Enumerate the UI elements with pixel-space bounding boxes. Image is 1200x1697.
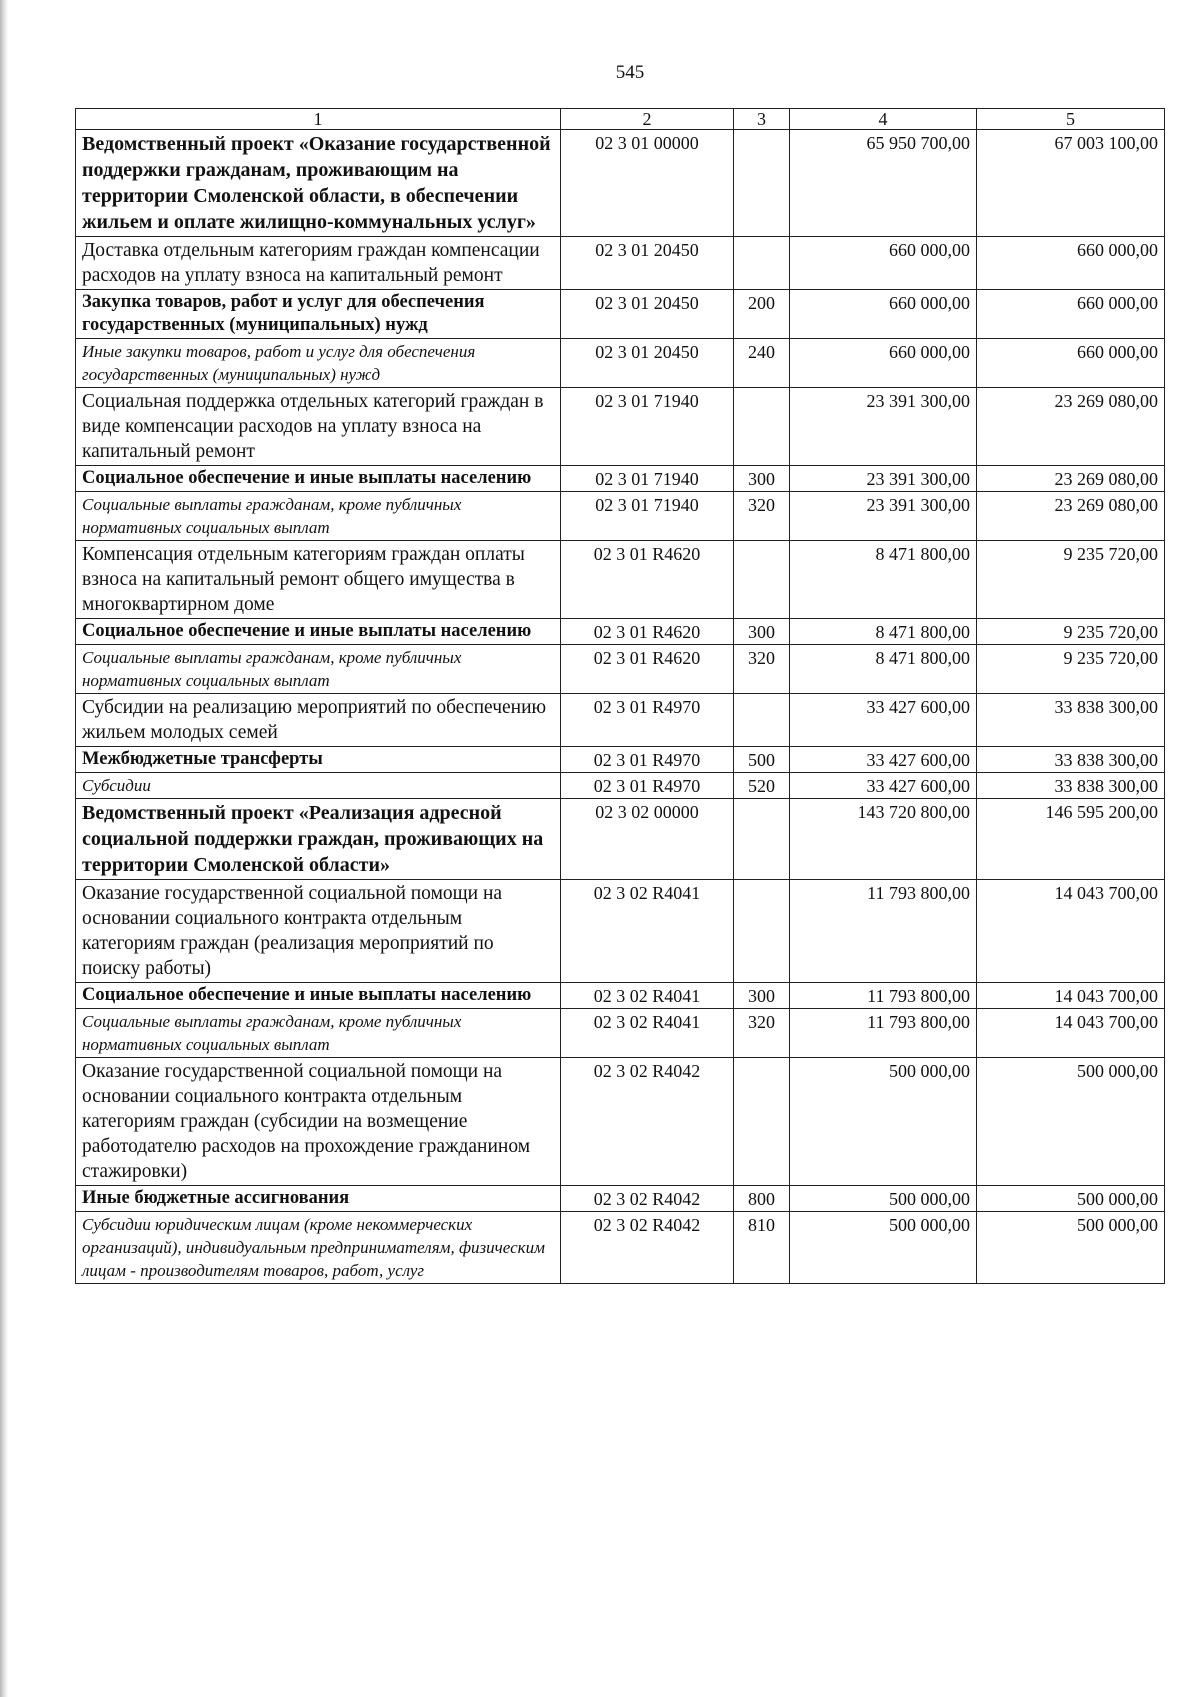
row-name: Иные бюджетные ассигнования	[76, 1186, 561, 1212]
row-expense-type: 300	[734, 466, 790, 492]
row-sum-year2: 500 000,00	[977, 1058, 1165, 1186]
table-row	[76, 1212, 1165, 1284]
header-col-3: 3	[734, 109, 790, 130]
row-expense-type	[734, 799, 790, 880]
row-code: 02 3 02 R4042	[561, 1186, 734, 1212]
table-row	[76, 1058, 1165, 1186]
row-sum-year1: 11 793 800,00	[790, 1009, 977, 1058]
row-sum-year2: 660 000,00	[977, 237, 1165, 290]
row-sum-year1: 8 471 800,00	[790, 645, 977, 694]
row-sum-year1: 660 000,00	[790, 339, 977, 388]
row-code: 02 3 01 20450	[561, 339, 734, 388]
row-name: Субсидии на реализацию мероприятий по обеспечению жильем молодых семей	[76, 694, 561, 747]
row-code: 02 3 01 20450	[561, 290, 734, 339]
row-sum-year1: 660 000,00	[790, 237, 977, 290]
row-code: 02 3 01 R4970	[561, 773, 734, 799]
row-sum-year2: 67 003 100,00	[977, 130, 1165, 237]
table-row	[76, 880, 1165, 983]
row-expense-type	[734, 388, 790, 466]
header-col-1: 1	[76, 109, 561, 130]
row-expense-type	[734, 1058, 790, 1186]
row-sum-year1: 11 793 800,00	[790, 983, 977, 1009]
row-expense-type: 300	[734, 619, 790, 645]
row-name: Компенсация отдельным категориям граждан оплаты взноса на капитальный ремонт общего имущества в многоквартирном доме	[76, 541, 561, 619]
row-name: Ведомственный проект «Реализация адресной социальной поддержки граждан, проживающих на территории Смоленской области»	[76, 799, 561, 880]
table-row	[76, 290, 1165, 339]
row-expense-type	[734, 237, 790, 290]
row-sum-year1: 500 000,00	[790, 1058, 977, 1186]
row-expense-type: 800	[734, 1186, 790, 1212]
table-row	[76, 645, 1165, 694]
row-expense-type: 320	[734, 1009, 790, 1058]
row-expense-type: 240	[734, 339, 790, 388]
row-expense-type: 320	[734, 492, 790, 541]
row-sum-year2: 14 043 700,00	[977, 983, 1165, 1009]
table-row	[76, 1186, 1165, 1212]
row-name: Иные закупки товаров, работ и услуг для обеспечения государственных (муниципальных) нужд	[76, 339, 561, 388]
table-row	[76, 747, 1165, 773]
row-code: 02 3 01 R4620	[561, 619, 734, 645]
row-sum-year1: 33 427 600,00	[790, 773, 977, 799]
header-row	[76, 109, 1165, 130]
row-code: 02 3 02 R4042	[561, 1058, 734, 1186]
row-sum-year1: 500 000,00	[790, 1186, 977, 1212]
row-expense-type	[734, 130, 790, 237]
row-sum-year2: 33 838 300,00	[977, 747, 1165, 773]
table-row	[76, 388, 1165, 466]
row-name: Оказание государственной социальной помощи на основании социального контракта отдельным категориям граждан (реализация мероприятий по поиску работы)	[76, 880, 561, 983]
row-sum-year1: 11 793 800,00	[790, 880, 977, 983]
row-name: Межбюджетные трансферты	[76, 747, 561, 773]
row-sum-year2: 9 235 720,00	[977, 645, 1165, 694]
row-name: Социальные выплаты гражданам, кроме публичных нормативных социальных выплат	[76, 1009, 561, 1058]
row-sum-year2: 23 269 080,00	[977, 388, 1165, 466]
row-sum-year2: 23 269 080,00	[977, 492, 1165, 541]
row-name: Доставка отдельным категориям граждан компенсации расходов на уплату взноса на капитальный ремонт	[76, 237, 561, 290]
row-code: 02 3 01 R4970	[561, 694, 734, 747]
row-name: Социальное обеспечение и иные выплаты населению	[76, 466, 561, 492]
row-expense-type	[734, 541, 790, 619]
row-sum-year1: 660 000,00	[790, 290, 977, 339]
row-sum-year2: 9 235 720,00	[977, 619, 1165, 645]
row-sum-year2: 33 838 300,00	[977, 694, 1165, 747]
row-name: Субсидии юридическим лицам (кроме некоммерческих организаций), индивидуальным предпринимателям, физическим лицам - производителям товаров, работ, услуг	[76, 1212, 561, 1284]
row-sum-year1: 23 391 300,00	[790, 388, 977, 466]
table-row	[76, 492, 1165, 541]
row-code: 02 3 01 00000	[561, 130, 734, 237]
header-col-2: 2	[561, 109, 734, 130]
row-expense-type	[734, 880, 790, 983]
row-expense-type: 320	[734, 645, 790, 694]
row-code: 02 3 02 R4041	[561, 1009, 734, 1058]
row-code: 02 3 02 00000	[561, 799, 734, 880]
page-number: 545	[615, 62, 645, 83]
table-row	[76, 983, 1165, 1009]
row-sum-year2: 9 235 720,00	[977, 541, 1165, 619]
row-code: 02 3 01 R4970	[561, 747, 734, 773]
row-expense-type: 200	[734, 290, 790, 339]
row-code: 02 3 01 71940	[561, 388, 734, 466]
row-name: Оказание государственной социальной помощи на основании социального контракта отдельным категориям граждан (субсидии на возмещение работодателю расходов на прохождение гражданином стажировки)	[76, 1058, 561, 1186]
row-expense-type	[734, 694, 790, 747]
header-col-5: 5	[977, 109, 1165, 130]
row-name: Социальное обеспечение и иные выплаты населению	[76, 983, 561, 1009]
table-row	[76, 541, 1165, 619]
header-col-4: 4	[790, 109, 977, 130]
table-row	[76, 694, 1165, 747]
row-sum-year2: 146 595 200,00	[977, 799, 1165, 880]
row-code: 02 3 01 71940	[561, 492, 734, 541]
row-code: 02 3 02 R4041	[561, 983, 734, 1009]
row-code: 02 3 01 71940	[561, 466, 734, 492]
row-sum-year2: 500 000,00	[977, 1186, 1165, 1212]
table-row	[76, 237, 1165, 290]
row-name: Закупка товаров, работ и услуг для обеспечения государственных (муниципальных) нужд	[76, 290, 561, 339]
row-sum-year1: 23 391 300,00	[790, 466, 977, 492]
row-name: Ведомственный проект «Оказание государственной поддержки гражданам, проживающим на территории Смоленской области, в обеспечении жильем и оплате жилищно-коммунальных услуг»	[76, 130, 561, 237]
row-sum-year2: 23 269 080,00	[977, 466, 1165, 492]
row-name: Социальное обеспечение и иные выплаты населению	[76, 619, 561, 645]
table-body	[76, 130, 1165, 1284]
budget-table	[75, 108, 1165, 1284]
row-sum-year1: 65 950 700,00	[790, 130, 977, 237]
row-code: 02 3 01 R4620	[561, 645, 734, 694]
row-code: 02 3 01 R4620	[561, 541, 734, 619]
table-row	[76, 799, 1165, 880]
row-code: 02 3 01 20450	[561, 237, 734, 290]
row-sum-year1: 33 427 600,00	[790, 694, 977, 747]
table-row	[76, 339, 1165, 388]
row-sum-year1: 23 391 300,00	[790, 492, 977, 541]
row-sum-year2: 14 043 700,00	[977, 1009, 1165, 1058]
row-sum-year2: 660 000,00	[977, 290, 1165, 339]
row-sum-year1: 8 471 800,00	[790, 619, 977, 645]
table-row	[76, 773, 1165, 799]
row-sum-year1: 500 000,00	[790, 1212, 977, 1284]
row-expense-type: 520	[734, 773, 790, 799]
row-sum-year2: 500 000,00	[977, 1212, 1165, 1284]
row-expense-type: 500	[734, 747, 790, 773]
scan-edge	[0, 0, 8, 1697]
row-sum-year1: 33 427 600,00	[790, 747, 977, 773]
table-row	[76, 1009, 1165, 1058]
row-sum-year2: 660 000,00	[977, 339, 1165, 388]
row-expense-type: 300	[734, 983, 790, 1009]
row-sum-year2: 33 838 300,00	[977, 773, 1165, 799]
row-code: 02 3 02 R4042	[561, 1212, 734, 1284]
table-row	[76, 130, 1165, 237]
row-sum-year1: 143 720 800,00	[790, 799, 977, 880]
row-name: Субсидии	[76, 773, 561, 799]
table-row	[76, 466, 1165, 492]
row-sum-year2: 14 043 700,00	[977, 880, 1165, 983]
table-row	[76, 619, 1165, 645]
row-name: Социальные выплаты гражданам, кроме публичных нормативных социальных выплат	[76, 645, 561, 694]
row-code: 02 3 02 R4041	[561, 880, 734, 983]
row-name: Социальная поддержка отдельных категорий граждан в виде компенсации расходов на уплату взноса на капитальный ремонт	[76, 388, 561, 466]
row-expense-type: 810	[734, 1212, 790, 1284]
row-sum-year1: 8 471 800,00	[790, 541, 977, 619]
row-name: Социальные выплаты гражданам, кроме публичных нормативных социальных выплат	[76, 492, 561, 541]
